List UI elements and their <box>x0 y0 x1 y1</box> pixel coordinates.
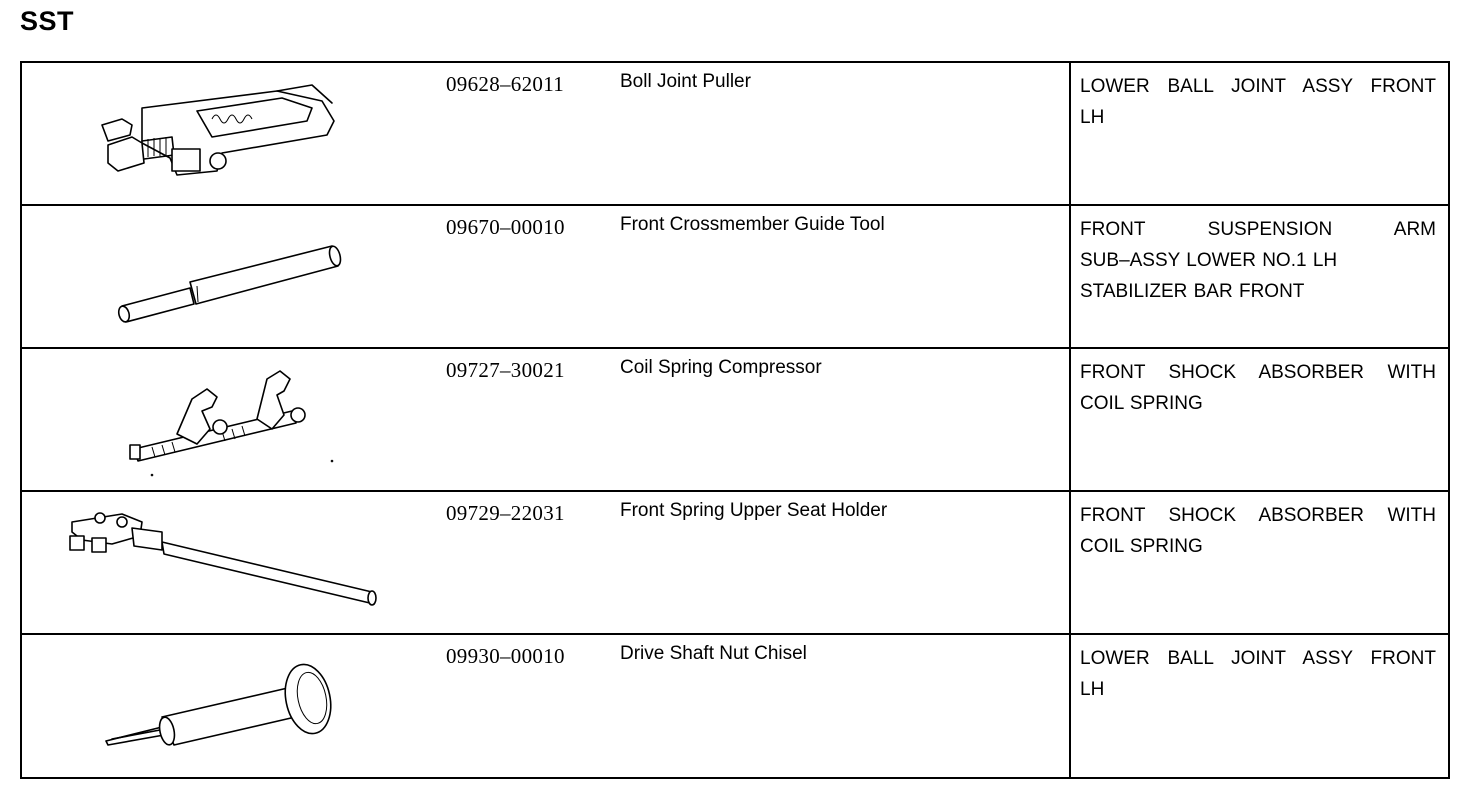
application-text <box>1080 214 1436 307</box>
part-number: 09729–22031 <box>446 501 565 525</box>
coil-spring-compressor-illustration <box>22 349 442 490</box>
column-divider <box>1069 635 1071 777</box>
table-row <box>22 635 1448 779</box>
column-divider <box>1069 349 1071 490</box>
table-row <box>22 63 1448 206</box>
table-row <box>22 206 1448 349</box>
seat-holder-illustration <box>22 492 442 633</box>
chisel-illustration <box>22 635 442 776</box>
table-row <box>22 349 1448 492</box>
application-line: LH <box>1080 107 1105 128</box>
application-text <box>1080 500 1436 562</box>
tool-name: Coil Spring Compressor <box>620 357 822 378</box>
table-row <box>22 492 1448 635</box>
application-line: FRONT SHOCK ABSORBER WITH <box>1080 362 1436 383</box>
application-text <box>1080 357 1436 419</box>
column-divider <box>1069 492 1071 633</box>
part-number: 09670–00010 <box>446 215 565 239</box>
application-line: LH <box>1080 679 1105 700</box>
part-number: 09628–62011 <box>446 72 565 96</box>
tool-name: Boll Joint Puller <box>620 71 751 92</box>
application-line: COIL SPRING <box>1080 393 1203 414</box>
page-title: SST <box>20 6 75 36</box>
application-line: LOWER BALL JOINT ASSY FRONT <box>1080 648 1436 669</box>
tool-name: Drive Shaft Nut Chisel <box>620 643 807 664</box>
sst-table <box>20 61 1450 779</box>
column-divider <box>1069 206 1071 347</box>
application-line: STABILIZER BAR FRONT <box>1080 281 1305 302</box>
part-number: 09727–30021 <box>446 358 565 382</box>
application-line: FRONT SUSPENSION ARM <box>1080 219 1436 240</box>
application-line: SUB–ASSY LOWER NO.1 LH <box>1080 250 1338 271</box>
guide-tool-illustration <box>22 206 442 347</box>
tool-name: Front Spring Upper Seat Holder <box>620 500 888 521</box>
application-text <box>1080 643 1436 705</box>
column-divider <box>1069 63 1071 204</box>
part-number: 09930–00010 <box>446 644 565 668</box>
ball-joint-puller-illustration <box>22 63 442 204</box>
tool-name: Front Crossmember Guide Tool <box>620 214 885 235</box>
application-line: COIL SPRING <box>1080 536 1203 557</box>
application-line: FRONT SHOCK ABSORBER WITH <box>1080 505 1436 526</box>
application-text <box>1080 71 1436 133</box>
application-line: LOWER BALL JOINT ASSY FRONT <box>1080 76 1436 97</box>
